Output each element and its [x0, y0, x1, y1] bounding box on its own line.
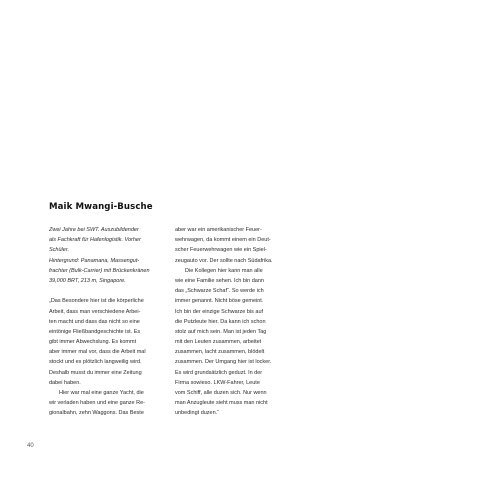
- left-column: [49, 225, 165, 419]
- body-line: Deshalb musst du immer eine Zeitung: [49, 369, 142, 376]
- right-column: [175, 225, 291, 419]
- intro-line: Hintergrund: Panamana, Massengut-: [49, 257, 140, 264]
- intro-line: als Fachkraft für Hafenlogistik. Vorher: [49, 237, 141, 244]
- body-line: wir verladen haben und eine ganze Re-: [49, 400, 146, 407]
- body-line: ten macht und dass das nicht so eine: [49, 318, 140, 325]
- body-line: gibt immer Abwechslung. Es kommt: [49, 339, 137, 346]
- body-line: Die Kollegen hier kann man alle: [185, 267, 263, 274]
- body-line: wehrwagen, da kommt einem ein Deut-: [175, 237, 271, 244]
- body-line: Ich bin der einzige Schwarze bis auf: [175, 308, 264, 315]
- body-line: immer genannt. Nicht böse gemeint.: [175, 298, 264, 305]
- body-line: die Putzleute hier. Da kann ich schon: [175, 318, 266, 325]
- body-line: gionalbahn, zehn Waggons. Das Beste: [49, 410, 144, 417]
- body-line: Es wird grundsätzlich geduzt. In der: [175, 369, 263, 376]
- body-line: zeugauto vor. Der sollte nach Südafrika.: [175, 257, 273, 264]
- body-line: aber war ein amerikanischer Feuer-: [175, 227, 262, 233]
- body-line: eintönige Fließbandgeschichte ist. Es: [49, 328, 141, 335]
- body-line: scher Feuerwehrwagen wie ein Spiel-: [175, 247, 267, 254]
- page-number: 40: [27, 443, 34, 449]
- intro-line: Zwei Jahre bei SWT. Auszubildender: [49, 227, 139, 233]
- article-heading: Maik Mwangi-Busche: [49, 202, 153, 212]
- body-line: das „Schwarze Schaf“. So werde ich: [175, 288, 264, 295]
- body-line: mit den Leuten zusammen, arbeitet: [175, 339, 262, 346]
- intro-line: frachter (Bulk-Carrier) mit Brückenkränen: [49, 267, 150, 274]
- body-line: stockt und es plötzlich langweilig wird.: [49, 359, 142, 366]
- body-line: Hier war mal eine ganze Yacht, die: [59, 390, 144, 396]
- body-line: stolz auf mich sein. Man ist jeden Tag: [175, 328, 267, 335]
- body-line: „Das Besondere hier ist die körperliche: [49, 298, 144, 305]
- body-line: man Anzugleute sieht muss man nicht: [175, 400, 268, 407]
- body-line: dabei haben.: [49, 379, 81, 386]
- body-line: wie eine Familie sehen. Ich bin dann: [175, 277, 264, 284]
- paragraph-gap: [49, 286, 165, 296]
- body-line: Firma sowieso. LKW-Fahrer, Leute: [175, 379, 260, 386]
- body-line: zusammen. Der Umgang hier ist locker.: [175, 359, 272, 366]
- intro-line: 39,000 BRT, 213 m, Singapore.: [49, 277, 126, 284]
- body-line: vom Schiff, alle duzen sich. Nur wenn: [175, 390, 267, 396]
- body-line: zusammen, lacht zusammen, blödelt: [175, 349, 265, 356]
- intro-line: Schüler.: [49, 247, 69, 254]
- body-line: Arbeit, dass man verschiedene Arbei-: [49, 308, 141, 315]
- body-line: aber immer mal vor, dass die Arbeit mal: [49, 349, 146, 356]
- body-line: unbedingt duzen.“: [175, 410, 220, 417]
